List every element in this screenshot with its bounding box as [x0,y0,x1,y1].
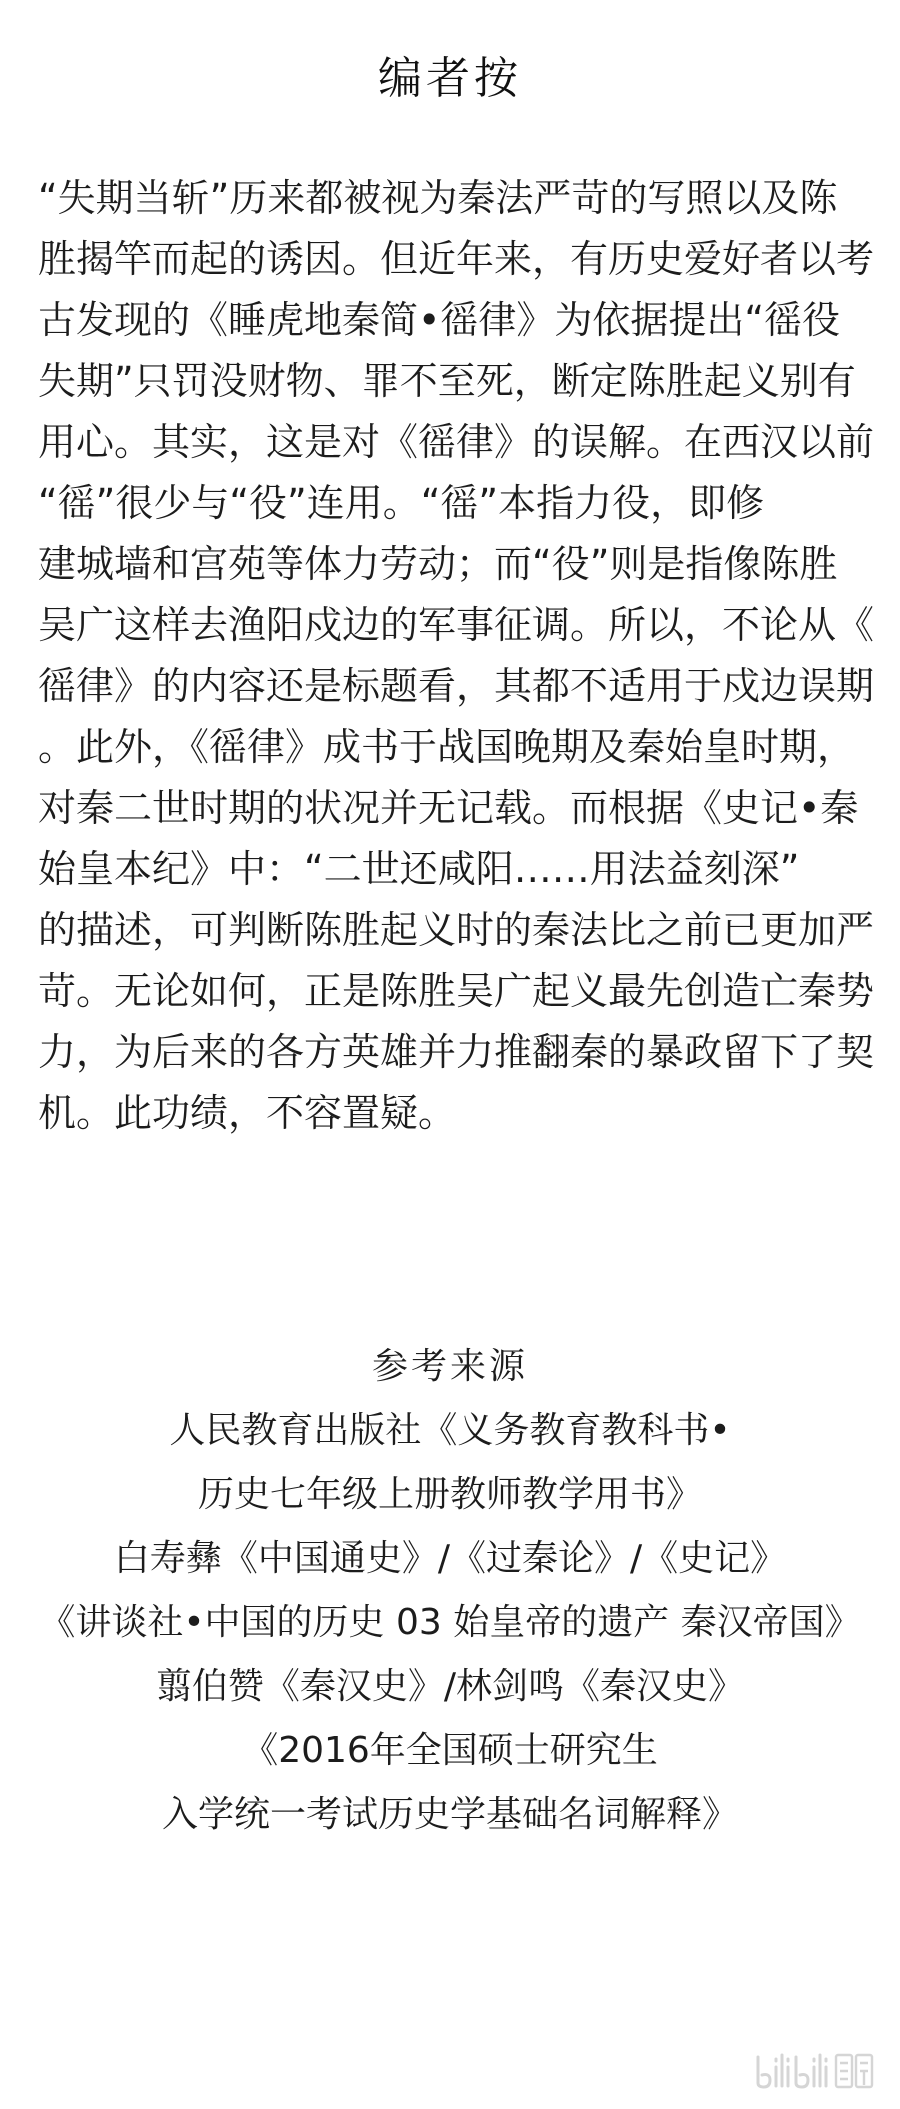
references-heading: 参考来源 [371,1346,528,1387]
paragraph-line: 对秦二世时期的状况并无记载。而根据《史记•秦 [38,786,859,830]
reference-line: 《讲谈社•中国的历史 03 始皇帝的遗产 秦汉帝国》 [39,1602,861,1643]
paragraph-line: “徭”很少与“役”连用。“徭”本指力役，即修 [38,481,765,525]
bilibili-logo-icon [750,2049,878,2093]
bilibili-watermark [750,2049,878,2093]
paragraph-line: 用心。其实，这是对《徭律》的误解。在西汉以前 [38,420,875,464]
references-section [0,1335,900,1847]
reference-line: 历史七年级上册教师教学用书》 [197,1474,702,1515]
paragraph-line: 古发现的《睡虎地秦简•徭律》为依据提出“徭役 [38,298,841,342]
reference-line: 《2016年全国硕士研究生 [242,1730,658,1771]
paragraph-line: 建城墙和宫苑等体力劳动；而“役”则是指像陈胜 [38,542,838,586]
paragraph-line: 失期”只罚没财物、罪不至死，断定陈胜起义别有 [38,359,856,403]
paragraph-line: 徭律》的内容还是标题看，其都不适用于戍边误期 [38,664,875,708]
reference-line: 入学统一考试历史学基础名词解释》 [161,1794,738,1835]
paragraph-line: 机。此功绩，不容置疑。 [38,1091,457,1135]
paragraph-line: 胜揭竿而起的诱因。但近年来，有历史爱好者以考 [38,237,875,281]
reference-line: 翦伯赞《秦汉史》/林剑鸣《秦汉史》 [155,1666,745,1707]
reference-line: 人民教育出版社《义务教育教科书• [169,1410,731,1451]
paragraph-line: 。此外，《徭律》成书于战国晚期及秦始皇时期， [38,725,856,769]
paragraph-line: 力，为后来的各方英雄并力推翻秦的暴政留下了契 [38,1030,875,1074]
paragraph-line: 吴广这样去渔阳戍边的军事征调。所以，不论从《 [38,603,875,647]
page-title: 编者按 [378,53,522,104]
paragraph-line: 苛。无论如何，正是陈胜吴广起义最先创造亡秦势 [38,969,875,1013]
paragraph-line: “失期当斩”历来都被视为秦法严苛的写照以及陈 [38,176,838,220]
reference-line: 白寿彝《中国通史》/《过秦论》/《史记》 [113,1538,787,1579]
paragraph-line: 的描述，可判断陈胜起义时的秦法比之前已更加严 [38,908,875,952]
editor-note-body [38,168,875,1144]
paragraph-line: 始皇本纪》中：“二世还咸阳……用法益刻深” [38,847,800,891]
